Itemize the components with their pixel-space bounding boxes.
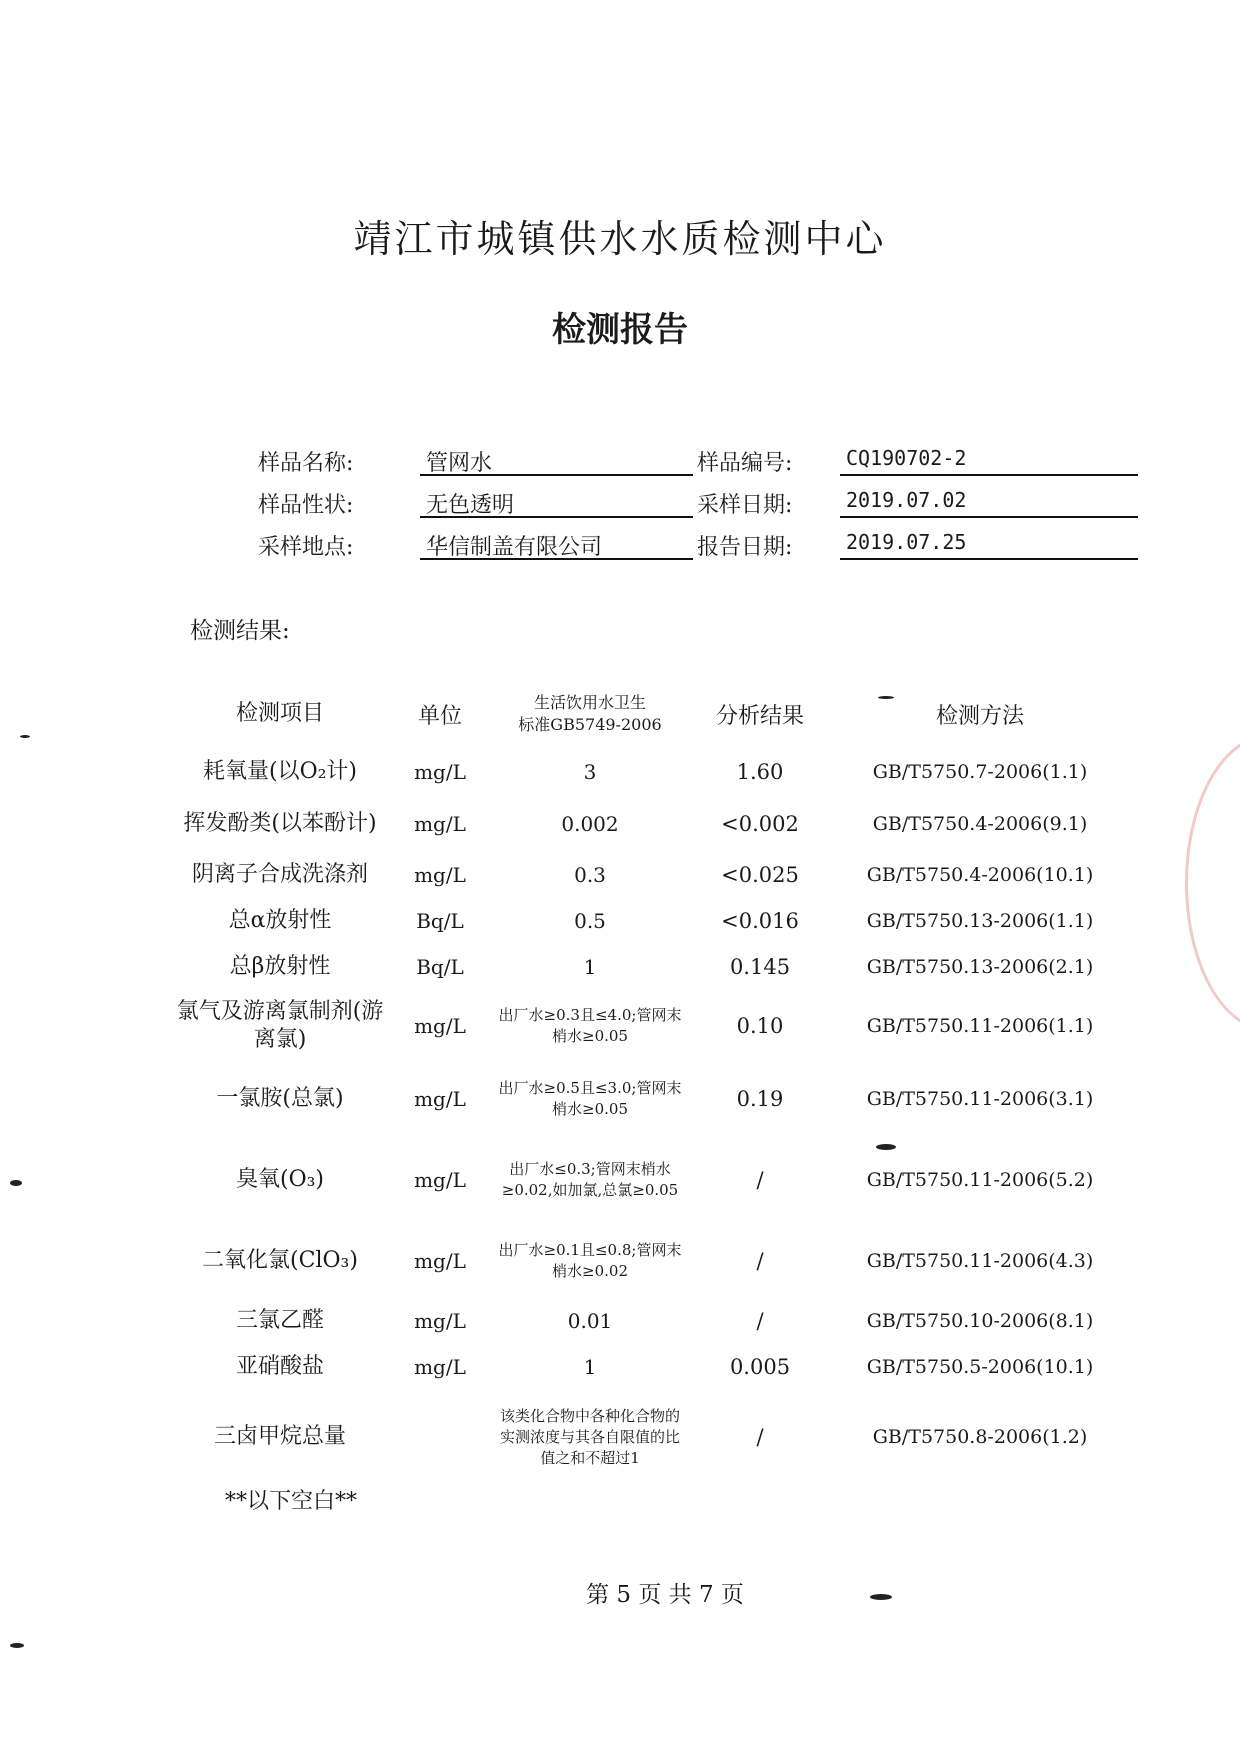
row-standard: 0.01 — [567, 1309, 613, 1333]
table-row — [175, 796, 1125, 852]
sample-state-value: 无色透明 — [420, 488, 693, 518]
table-row — [175, 1344, 1125, 1390]
row-item: 挥发酚类(以苯酚计) — [183, 811, 377, 836]
row-unit: mg/L — [414, 1168, 466, 1192]
table-row — [175, 748, 1125, 796]
row-unit: mg/L — [414, 863, 466, 887]
header-standard-line2: 标准GB5749-2006 — [518, 715, 662, 734]
scan-speck — [10, 1180, 22, 1186]
row-unit: mg/L — [414, 812, 466, 836]
sample-no-label: 样品编号: — [697, 451, 793, 476]
row-standard: 出厂水≥0.3且≤4.0;管网末梢水≥0.05 — [498, 1006, 682, 1045]
sampling-site-value: 华信制盖有限公司 — [420, 530, 693, 560]
results-label: 检测结果: — [190, 618, 290, 644]
row-item: 阴离子合成洗涤剂 — [191, 862, 368, 887]
table-row — [175, 1224, 1125, 1298]
row-result: 0.19 — [736, 1087, 784, 1111]
results-table — [175, 680, 1125, 1484]
row-standard: 该类化合物中各种化合物的实测浓度与其各自限值的比值之和不超过1 — [499, 1406, 680, 1467]
page-number: 第 5 页 共 7 页 — [586, 1582, 744, 1608]
table-row — [175, 1136, 1125, 1224]
row-item: 氯气及游离氯制剂(游离氯) — [176, 999, 384, 1052]
row-standard: 出厂水≥0.1且≤0.8;管网末梢水≥0.02 — [498, 1241, 682, 1280]
row-result: <0.002 — [721, 812, 799, 836]
table-row — [175, 898, 1125, 944]
row-result: 0.145 — [729, 955, 791, 979]
row-method: GB/T5750.13-2006(1.1) — [866, 910, 1094, 932]
row-result: / — [756, 1425, 764, 1449]
row-item: 臭氧(O₃) — [235, 1167, 325, 1192]
row-standard: 1 — [583, 1355, 597, 1379]
row-method: GB/T5750.11-2006(5.2) — [866, 1169, 1094, 1191]
header-standard-line1: 生活饮用水卫生 — [533, 693, 646, 712]
scan-speck — [10, 1643, 24, 1648]
row-result: 0.10 — [736, 1014, 784, 1038]
table-row — [175, 852, 1125, 898]
report-title: 检测报告 — [552, 310, 688, 350]
row-unit: mg/L — [414, 1087, 466, 1111]
sample-name-value: 管网水 — [420, 446, 693, 476]
header-standard — [495, 680, 685, 748]
info-row-3 — [0, 526, 1240, 562]
report-date-value: 2019.07.25 — [840, 530, 1138, 560]
info-row-2 — [0, 484, 1240, 520]
row-item: 亚硝酸盐 — [235, 1354, 324, 1379]
row-method: GB/T5750.4-2006(10.1) — [866, 864, 1094, 886]
row-item: 二氧化氯(ClO₃) — [202, 1248, 358, 1273]
row-result: 1.60 — [736, 760, 784, 784]
table-row — [175, 1062, 1125, 1136]
row-method: GB/T5750.11-2006(4.3) — [866, 1250, 1094, 1272]
row-item: 一氯胺(总氯) — [216, 1086, 344, 1111]
header-unit: 单位 — [417, 703, 462, 729]
sampling-date-value: 2019.07.02 — [840, 488, 1138, 518]
row-unit: mg/L — [414, 1355, 466, 1379]
row-standard: 0.3 — [574, 863, 606, 887]
table-row — [175, 1298, 1125, 1344]
scan-speck — [20, 735, 30, 738]
row-standard: 0.002 — [561, 812, 619, 836]
scan-speck — [870, 1594, 892, 1600]
row-standard: 1 — [583, 955, 597, 979]
org-title: 靖江市城镇供水水质检测中心 — [353, 217, 887, 261]
row-method: GB/T5750.5-2006(10.1) — [866, 1356, 1094, 1378]
row-unit: Bq/L — [416, 909, 464, 933]
report-date-label: 报告日期: — [697, 535, 793, 560]
row-result: / — [756, 1309, 764, 1333]
row-method: GB/T5750.8-2006(1.2) — [872, 1426, 1088, 1448]
row-unit: Bq/L — [416, 955, 464, 979]
scan-speck — [876, 1144, 896, 1150]
sampling-site-label: 采样地点: — [258, 535, 354, 560]
sampling-date-label: 采样日期: — [697, 493, 793, 518]
row-result: <0.016 — [721, 909, 799, 933]
table-row — [175, 1390, 1125, 1484]
info-row-1 — [0, 442, 1240, 478]
row-method: GB/T5750.4-2006(9.1) — [872, 813, 1088, 835]
row-unit: mg/L — [414, 1309, 466, 1333]
row-result: 0.005 — [729, 1355, 791, 1379]
blank-note: **以下空白** — [225, 1489, 358, 1514]
row-unit: mg/L — [414, 760, 466, 784]
row-result: <0.025 — [721, 863, 799, 887]
row-result: / — [756, 1249, 764, 1273]
row-method: GB/T5750.11-2006(3.1) — [866, 1088, 1094, 1110]
table-row — [175, 944, 1125, 990]
row-method: GB/T5750.11-2006(1.1) — [866, 1015, 1094, 1037]
row-item: 总α放射性 — [228, 908, 332, 933]
row-standard: 出厂水≥0.5且≤3.0;管网末梢水≥0.05 — [498, 1079, 682, 1118]
red-seal-stamp — [1185, 735, 1240, 1031]
row-item: 总β放射性 — [229, 954, 331, 979]
table-header-row — [175, 680, 1125, 748]
row-item: 耗氧量(以O₂计) — [202, 759, 358, 784]
scan-speck — [878, 696, 894, 699]
row-unit: mg/L — [414, 1249, 466, 1273]
row-result: / — [756, 1168, 764, 1192]
row-method: GB/T5750.13-2006(2.1) — [866, 956, 1094, 978]
row-standard: 0.5 — [574, 909, 606, 933]
sample-no-value: CQ190702-2 — [840, 446, 1138, 476]
row-method: GB/T5750.7-2006(1.1) — [872, 761, 1088, 783]
row-method: GB/T5750.10-2006(8.1) — [866, 1310, 1094, 1332]
table-row — [175, 990, 1125, 1062]
row-unit: mg/L — [414, 1014, 466, 1038]
row-item: 三卤甲烷总量 — [213, 1424, 346, 1449]
row-standard: 3 — [583, 760, 597, 784]
row-item: 三氯乙醛 — [235, 1308, 324, 1333]
header-result: 分析结果 — [715, 703, 804, 729]
row-standard: 出厂水≤0.3;管网末梢水≥0.02,如加氯,总氯≥0.05 — [501, 1160, 679, 1199]
sample-name-label: 样品名称: — [258, 451, 354, 476]
row-unit — [385, 1390, 495, 1484]
header-item: 检测项目 — [235, 701, 324, 726]
header-method: 检测方法 — [935, 703, 1024, 729]
sample-state-label: 样品性状: — [258, 493, 354, 518]
